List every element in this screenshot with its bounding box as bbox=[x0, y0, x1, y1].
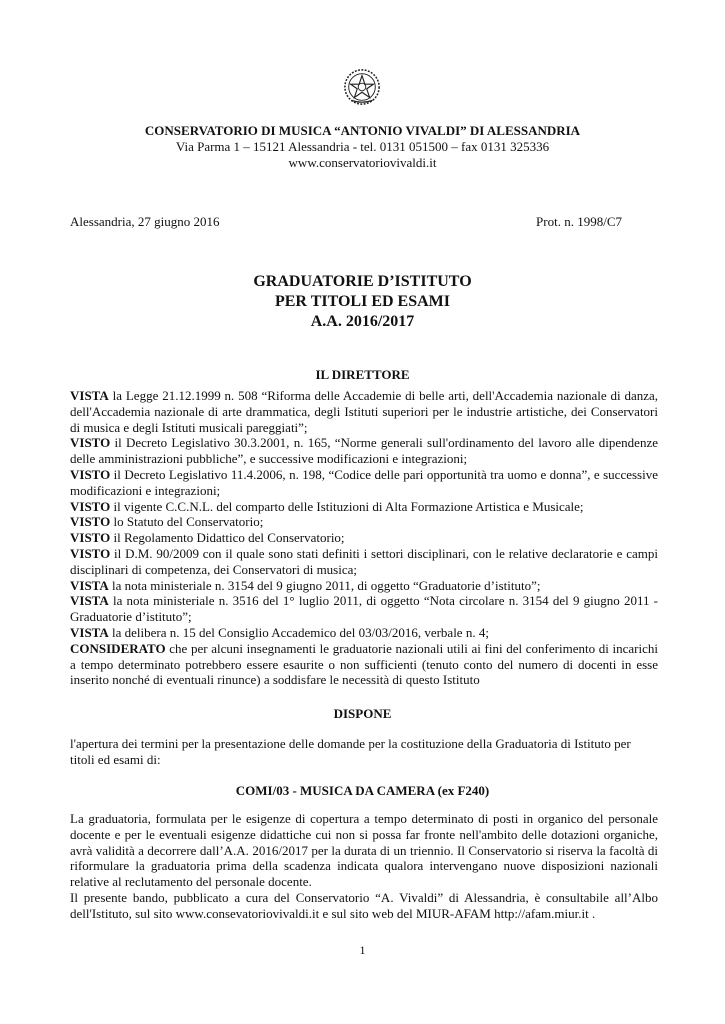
institution-address: Via Parma 1 – 15121 Alessandria - tel. 0131 051500 – fax 0131 325336 bbox=[175, 139, 550, 154]
closing-paragraph-1: La graduatoria, formulata per le esigenze di copertura a tempo determinato di posti in organico del personale docente e per le eventuali esigenze didattiche cui non si possa far fronte nell'ambito delle dotazioni organiche, avrà validità a decorrere dall’A.A. 2016/2017 per la durata di un triennio. Il Conservatorio si riserva la facoltà di riformulare la graduatoria prima della scadenza indicata qualora intervengano nuove disposizioni nazionali relative al reclutamento del personale docente. bbox=[70, 811, 658, 890]
document-title bbox=[0, 272, 725, 332]
dispone-heading: DISPONE bbox=[333, 706, 392, 721]
consideration-item: VISTO il Decreto Legislativo 30.3.2001, n. 165, “Norme generali sull'ordinamento del lavoro alle dipendenze delle amministrazioni pubbliche”, e successive modificazioni e integrazioni; bbox=[70, 435, 658, 467]
consideration-item: VISTA la Legge 21.12.1999 n. 508 “Riforma delle Accademie di belle arti, dell'Accademia nazionale di danza, dell'Accademia nazionale di arte drammatica, degli Istituti superiori per le industrie artistiche, dei Conservatori di musica e degli Istituti musicali pareggiati”; bbox=[70, 388, 658, 435]
letterhead bbox=[0, 123, 725, 171]
title-line-2: PER TITOLI ED ESAMI bbox=[274, 293, 450, 310]
subject-heading: COMI/03 - MUSICA DA CAMERA (ex F240) bbox=[235, 783, 490, 798]
consideration-item: VISTA la delibera n. 15 del Consiglio Accademico del 03/03/2016, verbale n. 4; bbox=[70, 624, 489, 640]
consideration-item: VISTO lo Statuto del Conservatorio; bbox=[70, 514, 264, 530]
consideration-item: VISTO il D.M. 90/2009 con il quale sono stati definiti i settori disciplinari, con le relative declaratorie e campi disciplinari di competenza, dei Conservatori di musica; bbox=[70, 545, 658, 577]
closing-section bbox=[70, 811, 658, 922]
consideration-item: VISTO il vigente C.C.N.L. del comparto delle Istituzioni di Alta Formazione Artistica e Musicale; bbox=[70, 498, 584, 514]
conservatory-site-link[interactable]: www.consevatoriovivaldi.it bbox=[175, 905, 320, 921]
document-date: Alessandria, 27 giugno 2016 bbox=[70, 214, 220, 229]
republic-emblem-icon bbox=[343, 68, 381, 106]
direttore-heading: IL DIRETTORE bbox=[315, 367, 410, 382]
protocol-number: Prot. n. 1998/C7 bbox=[536, 214, 622, 229]
institution-website: www.conservatoriovivaldi.it bbox=[288, 155, 437, 170]
closing-paragraph-2: Il presente bando, pubblicato a cura del Conservatorio “A. Vivaldi” di Alessandria, è consultabile all’Albo dell'Istituto, sul sito www.consevatoriovivaldi.it e sul sito web del MIUR-AFAM http://afam.miur.it . bbox=[70, 889, 658, 921]
consideration-item: VISTO il Regolamento Didattico del Conservatorio; bbox=[70, 530, 345, 546]
consideration-item: VISTA la nota ministeriale n. 3516 del 1° luglio 2011, di oggetto “Nota circolare n. 3154 del 9 giugno 2011 - Graduatorie d’istituto”; bbox=[70, 593, 658, 625]
institution-name: CONSERVATORIO DI MUSICA “ANTONIO VIVALDI” DI ALESSANDRIA bbox=[144, 123, 581, 138]
title-line-3: A.A. 2016/2017 bbox=[310, 313, 415, 330]
apertura-paragraph: l'apertura dei termini per la presentazione delle domande per la costituzione della Graduatoria di Istituto per titoli ed esami di: bbox=[70, 736, 631, 767]
title-line-1: GRADUATORIE D’ISTITUTO bbox=[253, 273, 472, 290]
considerations-list bbox=[70, 388, 658, 688]
consideration-item: VISTA la nota ministeriale n. 3154 del 9 giugno 2011, di oggetto “Graduatorie d’istituto”; bbox=[70, 577, 541, 593]
consideration-item: CONSIDERATO che per alcuni insegnamenti le graduatorie nazionali utili ai fini del conferimento di incarichi a tempo determinato potrebbero essere esaurite o non sufficienti (tenuto conto del numero di docenti in esse inserito nonché di eventuali rinunce) a soddisfare le necessità di questo Istituto bbox=[70, 640, 658, 688]
page-number: 1 bbox=[359, 943, 366, 957]
consideration-item: VISTO il Decreto Legislativo 11.4.2006, n. 198, “Codice delle pari opportunità tra uomo e donna”, e successive modificazioni e integrazioni; bbox=[70, 466, 658, 498]
miur-site-link[interactable]: http://afam.miur.it bbox=[494, 905, 589, 921]
